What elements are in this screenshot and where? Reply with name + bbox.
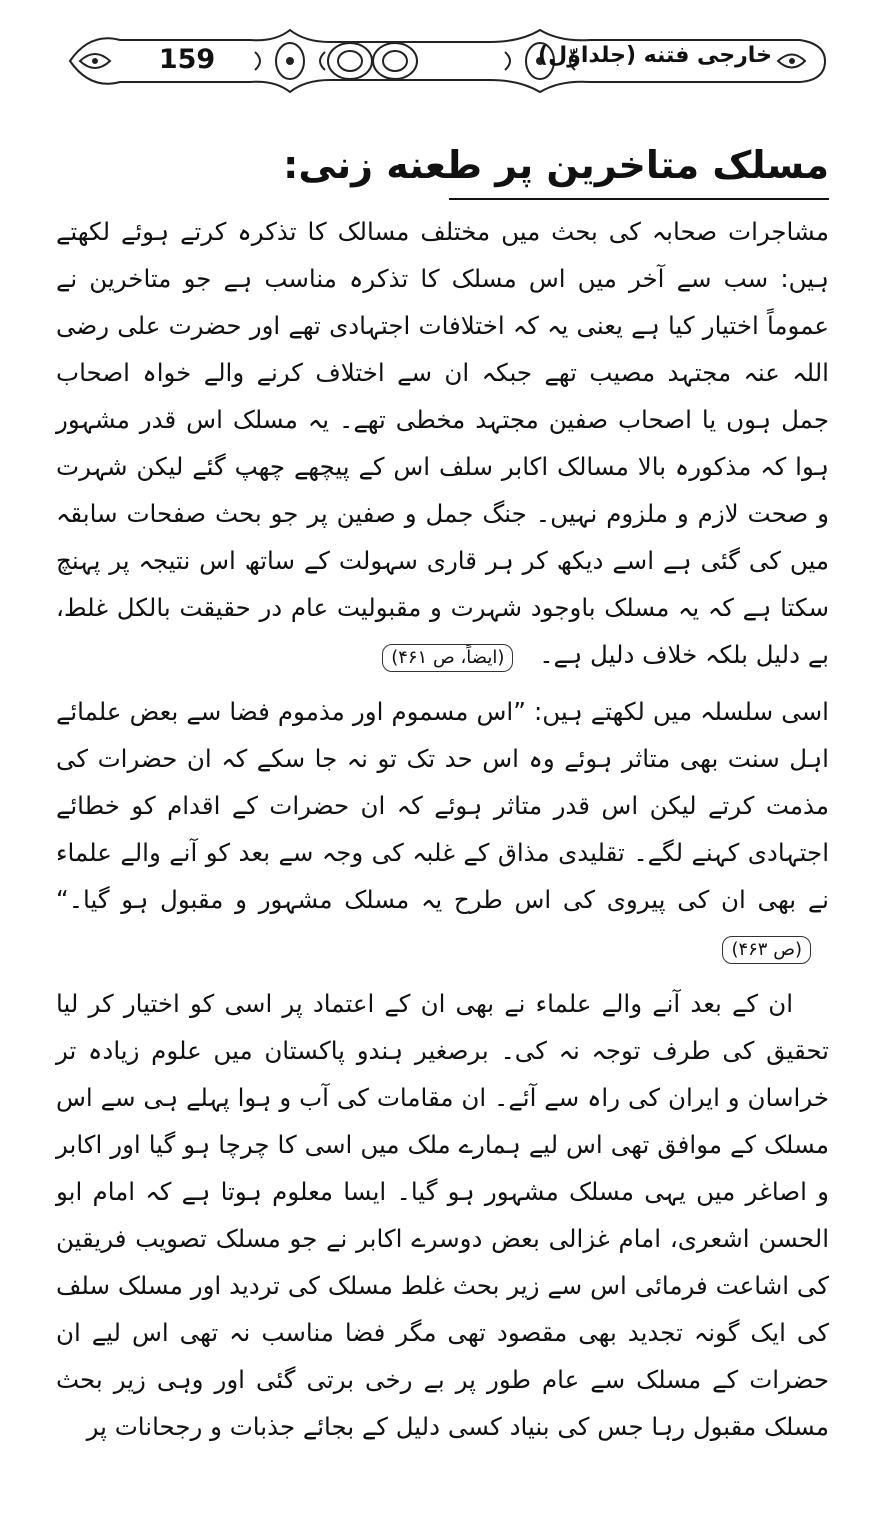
citation: (ایضاً، ص ۴۶۱)	[382, 644, 513, 672]
paragraph-text: اسی سلسلہ میں لکھتے ہیں: ”اس مسموم اور مذموم فضا سے بعض علمائے اہل سنت بھی متاثر ہوئے وہ اس حد تک تو نہ جا سکے کہ ان حضرات کی مذمت کرتے لیکن اس قدر متاثر ہوئے کہ ان حضرات کے اقدام کو خطائے اجتہادی کہنے لگے۔ تقلیدی مذاق کے غلبہ کی وجہ سے بعد کو آنے والے علماء نے بھی ان کی پیروی کی اس طرح یہ مسلک مشہور و مقبول ہو گیا۔“	[56, 697, 829, 914]
paragraph-text: مشاجرات صحابہ کی بحث میں مختلف مسالک کا تذکرہ کرتے ہوئے لکھتے ہیں: سب سے آخر میں اس مسلک کا تذکرہ مناسب ہے جو متاخرین نے عموماً اختیار کیا ہے یعنی یہ کہ اختلافات اجتہادی تھے اور حضرت علی رضی اللہ عنہ مجتہد مصیب تھے جبکہ ان سے اختلاف کرنے والے خواہ اصحاب جمل ہوں یا اصحاب صفین مجتہد مخطی تھے۔ یہ مسلک اس قدر مشہور ہوا کہ مذکورہ بالا مسالک اکابر سلف اس کے پیچھے چھپ گئے لیکن شہرت و صحت لازم و ملزوم نہیں۔ جنگ جمل و صفین پر جو بحث صفحات سابقہ میں کی گئی ہے اسے دیکھ کر ہر قاری سہولت کے ساتھ اس نتیجہ پر پہنچ سکتا ہے کہ یہ مسلک باوجود شہرت و مقبولیت عام در حقیقت بالکل غلط، بے دلیل بلکہ خلاف دلیل ہے۔	[56, 217, 829, 669]
heading-underline	[283, 132, 829, 200]
page-header	[50, 22, 830, 100]
paragraph	[56, 208, 829, 678]
paragraph	[56, 980, 829, 1450]
paragraph	[56, 688, 829, 970]
running-title: خارجی فتنه (جلداوّل)	[538, 43, 772, 68]
paragraph-text: ان کے بعد آنے والے علماء نے بھی ان کے اعتماد پر اسی کو اختیار کر لیا تحقیق کی طرف توجہ نہ کی۔ برصغیر ہندو پاکستان میں علوم زیادہ تر خراسان و ایران کی راہ سے آئے۔ ان مقامات کی آب و ہوا پہلے ہی سے اس مسلک کے موافق تھی اس لیے ہمارے ملک میں اسی کا چرچا ہو گیا اور اکابر و اصاغر میں یہی مسلک مشہور ہو گیا۔ ایسا معلوم ہوتا ہے کہ امام ابو الحسن اشعری، امام غزالی بعض دوسرے اکابر نے جو مسلک تصویب فریقین کی اشاعت فرمائی اس سے زیر بحث غلط مسلک کی تردید اور مسلک سلف کی ایک گونہ تجدید بھی مقصود تھی مگر فضا مناسب نہ تھی اس لیے ان حضرات کے مسلک سے عام طور پر بے رخی برتی گئی اور وہی زیر بحث مسلک مقبول رہا جس کی بنیاد کسی دلیل کے بجائے جذبات و رجحانات پر	[56, 989, 829, 1441]
body-text	[56, 208, 829, 1450]
section-heading: مسلک متاخرین پر طعنه زنی:	[283, 143, 829, 187]
page-number: 159	[158, 44, 216, 75]
citation: (ص ۴۶۳)	[722, 936, 811, 964]
